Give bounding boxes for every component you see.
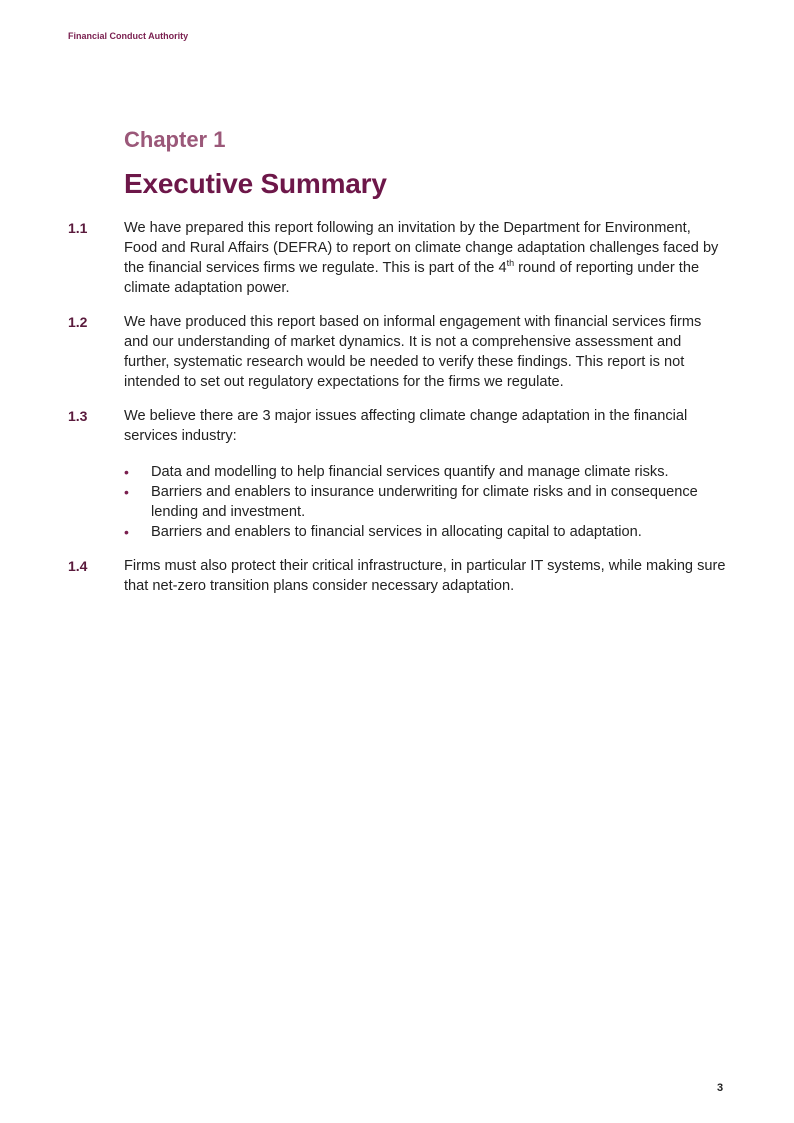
paragraph-1-1 [68,218,728,298]
paragraph-1-2 [68,312,728,392]
list-item [124,462,728,482]
bullet-icon: • [124,484,129,500]
paragraph-number: 1.1 [68,220,88,236]
paragraph-number: 1.3 [68,408,88,424]
paragraph-text [124,218,728,298]
chapter-label: Chapter 1 [124,127,226,152]
page-number: 3 [717,1082,724,1094]
bullet-icon: • [124,524,129,540]
superscript-ordinal: th [506,258,515,269]
bullet-icon: • [124,464,129,480]
paragraph-1-4 [68,556,728,596]
list-item-text: Barriers and enablers to insurance underwriting for climate risks and in consequence lending and investment. [151,484,698,520]
paragraph-text: Firms must also protect their critical infrastructure, in particular IT systems, while making sure that net-zero transition plans consider necessary adaptation. [124,558,726,594]
paragraph-text-part: round of reporting under the climate adaptation power. [124,260,700,296]
paragraph-text-part: We have prepared this report following an invitation by the Department for Environment, Food and Rural Affairs (DEFRA) to report on climate change adaptation challenges faced by the financial services firms we regulate. This is part of the 4 [124,220,719,276]
header-organization-name: Financial Conduct Authority [68,31,189,41]
page-title: Executive Summary [124,168,387,199]
paragraph-1-3 [68,406,728,542]
list-item-text: Data and modelling to help financial services quantify and manage climate risks. [151,464,669,480]
bullet-list [124,462,728,542]
document-body [68,218,728,610]
paragraph-text: We have produced this report based on informal engagement with financial services firms and our understanding of market dynamics. It is not a comprehensive assessment and further, systematic research would be needed to verify these findings. This report is not intended to set out regulatory expectations for the firms we regulate. [124,314,702,390]
paragraph-number: 1.4 [68,558,88,574]
list-item [124,482,728,522]
list-item-text: Barriers and enablers to financial services in allocating capital to adaptation. [151,524,642,540]
list-item [124,522,728,542]
paragraph-text: We believe there are 3 major issues affecting climate change adaptation in the financial services industry: [124,408,688,444]
paragraph-number: 1.2 [68,314,88,330]
